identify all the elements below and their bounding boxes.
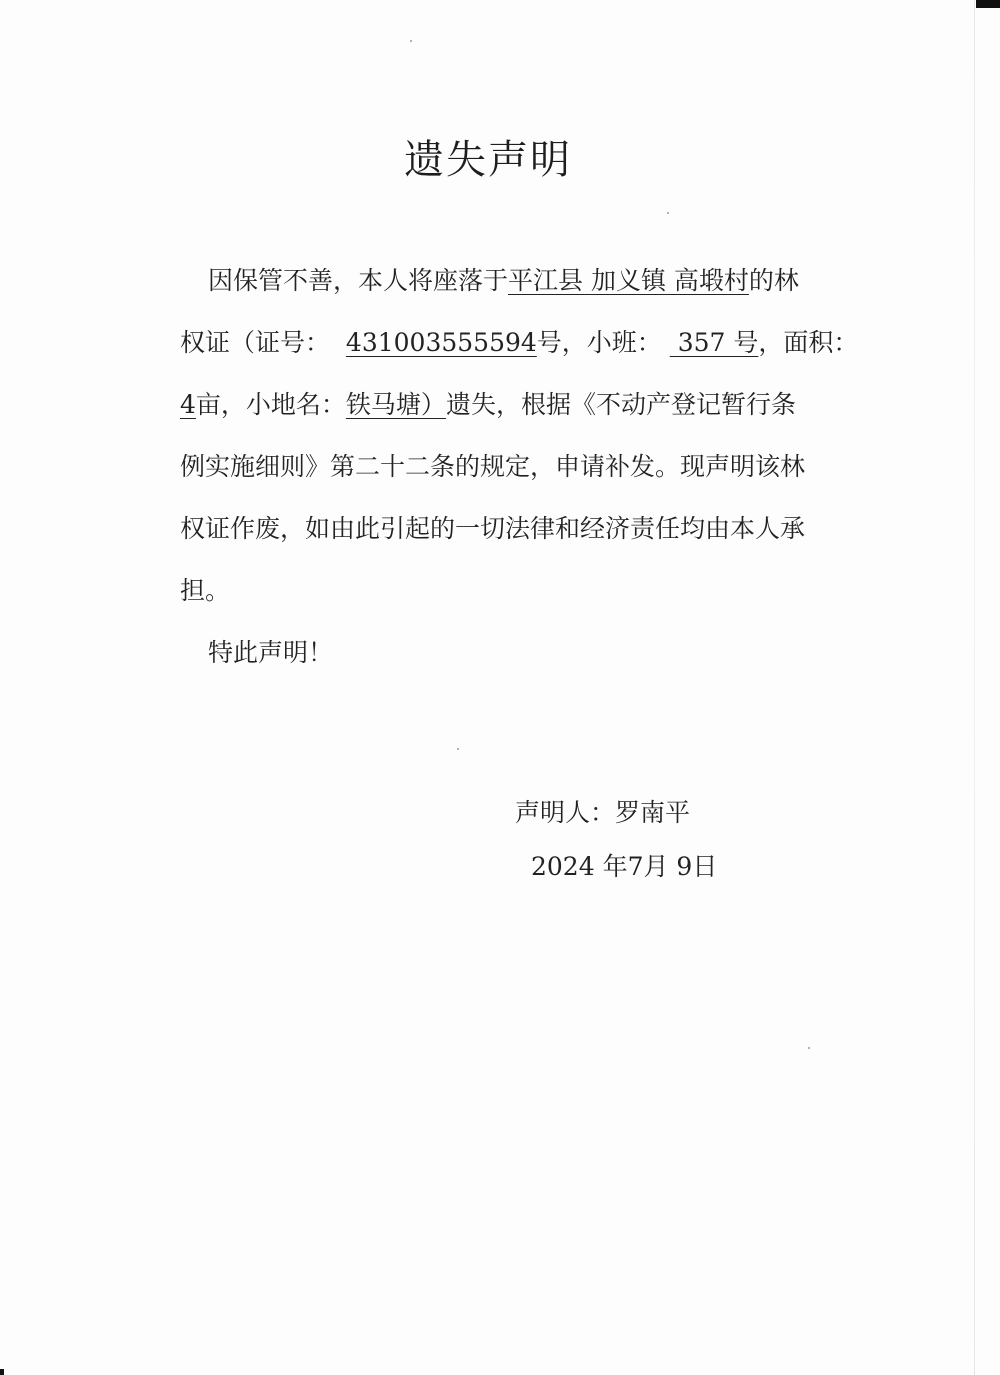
area-field: 4 [180, 390, 196, 419]
scan-corner-mark [976, 0, 1000, 8]
subcompartment-field: 357 号 [669, 328, 759, 357]
location-field: 平江县 加义镇 高塅村 [508, 266, 749, 295]
scan-corner-mark [0, 1369, 4, 1375]
scan-speck [667, 212, 669, 214]
text-span: 遗失，根据《不动产登记暂行条 [445, 390, 796, 419]
paragraph-line [180, 250, 830, 312]
place-name-field: 铁马塘） [345, 390, 446, 419]
text-span: 因保管不善，本人将座落于 [208, 266, 509, 295]
scan-speck [457, 748, 459, 750]
paragraph-line [180, 374, 830, 436]
text-span: 号，小班： [536, 328, 662, 357]
text-span: 权证作废，如由此引起的一切法律和经济责任均由本人承 [180, 514, 806, 543]
certificate-number-field: 431003555594 [345, 328, 537, 357]
closing-text: 特此声明！ [208, 638, 334, 667]
scan-speck [410, 40, 412, 42]
scan-edge [974, 0, 975, 1375]
scan-speck [808, 1047, 810, 1049]
text-span: ，面积： [758, 328, 859, 357]
text-span: 担。 [180, 576, 231, 605]
declarant-name: 声明人：罗南平 [515, 798, 691, 827]
paragraph-line [180, 560, 830, 622]
closing-line [180, 622, 830, 684]
page-title: 遗失声明 [404, 137, 572, 183]
signature-block [515, 786, 717, 894]
declaration-body [180, 250, 859, 684]
text-span: 权证（证号： [180, 328, 331, 357]
text-span: 亩，小地名： [195, 390, 346, 419]
text-span: 的林 [748, 266, 799, 295]
paragraph-line [180, 436, 830, 498]
paragraph-line [180, 498, 830, 560]
paragraph-line [180, 312, 859, 374]
declaration-date: 2024 年7月 9日 [531, 852, 718, 881]
text-span: 例实施细则》第二十二条的规定，申请补发。现声明该林 [180, 452, 806, 481]
